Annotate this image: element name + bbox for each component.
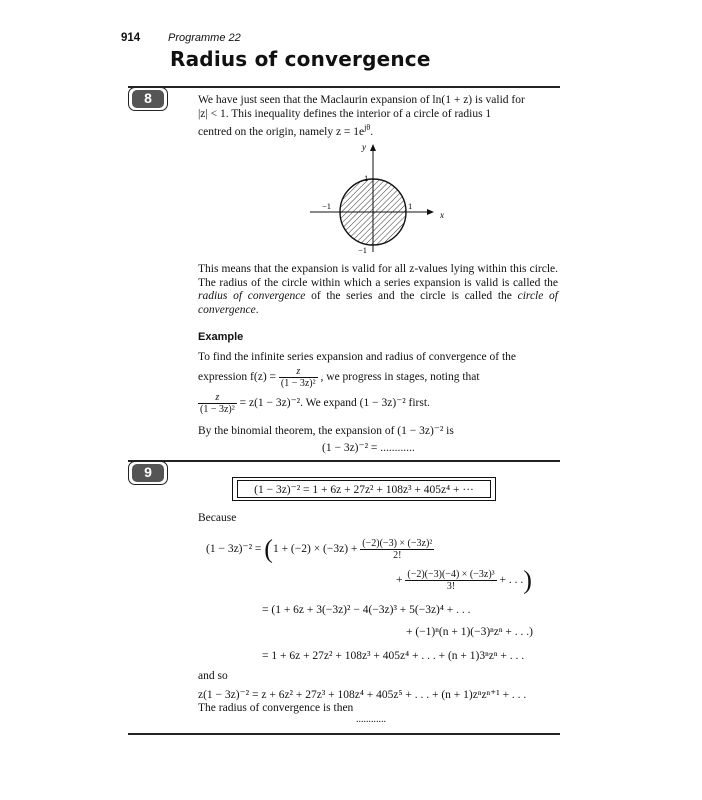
eq1-lhs: (1 − 3z)⁻² = xyxy=(206,543,262,556)
eq1-fraction-numerator: (−2)(−3) × (−3z)² xyxy=(362,538,433,549)
example-line-1: To find the infinite series expansion and radius of convergence of the xyxy=(198,351,517,363)
intro-line-3-text: centred on the origin, namely z = 1e xyxy=(198,125,365,138)
answer-text: (1 − 3z)⁻² = 1 + 6z + 27z² + 108z³ + 405z⁴ + ··· xyxy=(237,480,491,498)
tick-left: −1 xyxy=(322,201,332,211)
equation-2 xyxy=(396,565,532,595)
frame-8-intro xyxy=(198,94,558,139)
y-axis-label: y xyxy=(362,142,366,152)
intro-line-1: We have just seen that the Maclaurin expansion of ln(1 + z) is valid for xyxy=(198,94,525,106)
definition-text-a: This means that the expansion is valid for all z-values lying within this circle. The radius of the circle within which a series expansion is valid is called the xyxy=(198,263,558,289)
final-answer-dots: ............ xyxy=(356,714,386,725)
circle-of-convergence-figure xyxy=(300,140,460,255)
eq2-fraction xyxy=(405,569,496,592)
frame-9-number: 9 xyxy=(132,464,164,482)
x-axis-label: x xyxy=(440,210,444,220)
close-bracket: ) xyxy=(523,565,532,595)
answer-box xyxy=(232,477,496,501)
example-line-4: By the binomial theorem, the expansion of (1 − 3z)⁻² is xyxy=(198,425,454,437)
example-line-3 xyxy=(198,392,430,415)
intro-period: . xyxy=(370,125,374,138)
eq1-fraction xyxy=(360,538,434,561)
fraction-z-over-1-minus-3z-squared xyxy=(279,366,318,389)
intro-line-3 xyxy=(198,121,558,139)
x-arrow-icon xyxy=(427,209,434,215)
final-statement: The radius of convergence is then xyxy=(198,702,354,714)
because-label: Because xyxy=(198,512,237,524)
equation-4: + (−1)ⁿ(n + 1)(−3)ⁿzⁿ + . . .) xyxy=(406,626,533,638)
frame-8-badge xyxy=(128,87,168,111)
term-radius-of-convergence: radius of convergence xyxy=(198,290,306,302)
open-bracket: ( xyxy=(264,534,273,564)
intro-exponent: jθ xyxy=(364,123,371,132)
tick-right: 1 xyxy=(408,201,413,211)
frame-9-badge xyxy=(128,461,168,485)
eq1-middle: 1 + (−2) × (−3z) + xyxy=(272,543,358,556)
programme-label: Programme 22 xyxy=(168,32,241,44)
expression-trail: , we progress in stages, noting that xyxy=(320,371,480,384)
eq2-fraction-numerator: (−2)(−3)(−4) × (−3z)³ xyxy=(407,569,495,580)
eq2-tail: + . . . xyxy=(499,574,524,587)
definition-text-b: of the series and the circle is called the xyxy=(305,290,518,302)
equation-3: = (1 + 6z + 3(−3z)² − 4(−3z)³ + 5(−3z)⁴ + . . . xyxy=(262,604,471,616)
page-title: Radius of convergence xyxy=(170,47,431,71)
example-line-5: (1 − 3z)⁻² = ............ xyxy=(322,442,415,454)
y-arrow-icon xyxy=(370,144,376,151)
tick-top: 1 xyxy=(364,173,369,183)
equation-1 xyxy=(206,534,434,564)
rewrite-text: = z(1 − 3z)⁻². We expand (1 − 3z)⁻² first. xyxy=(239,397,430,410)
fraction-z-over-1-minus-3z-squared-2 xyxy=(198,392,237,415)
expression-lead: expression f(z) = xyxy=(198,371,277,384)
fraction-denominator: (1 − 3z)² xyxy=(280,378,316,389)
convergence-definition xyxy=(198,263,558,317)
example-line-2 xyxy=(198,366,480,389)
eq2-fraction-denominator: 3! xyxy=(405,580,496,592)
page-number: 914 xyxy=(121,32,141,44)
frame-8-number: 8 xyxy=(132,90,164,108)
term-circle-of-convergence: circle of convergence xyxy=(198,290,559,316)
eq2-plus: + xyxy=(396,574,403,587)
equation-5: = 1 + 6z + 27z² + 108z³ + 405z⁴ + . . . + (n + 1)3ⁿzⁿ + . . . xyxy=(262,650,525,662)
fraction-numerator: z xyxy=(296,366,301,377)
fraction-numerator-2: z xyxy=(215,392,220,403)
eq1-fraction-denominator: 2! xyxy=(360,549,434,561)
definition-text-c: . xyxy=(255,303,259,316)
and-so-label: and so xyxy=(198,670,228,682)
intro-line-2: |z| < 1. This inequality defines the interior of a circle of radius 1 xyxy=(198,107,492,120)
bottom-rule xyxy=(128,733,560,735)
frame-9-rule xyxy=(128,460,560,462)
frame-8-rule xyxy=(128,86,560,88)
equation-6: z(1 − 3z)⁻² = z + 6z² + 27z³ + 108z⁴ + 405z⁵ + . . . + (n + 1)zⁿzⁿ⁺¹ + . . . xyxy=(198,689,527,701)
example-heading: Example xyxy=(198,331,244,343)
fraction-denominator-2: (1 − 3z)² xyxy=(200,404,235,415)
tick-bottom: −1 xyxy=(358,245,368,255)
